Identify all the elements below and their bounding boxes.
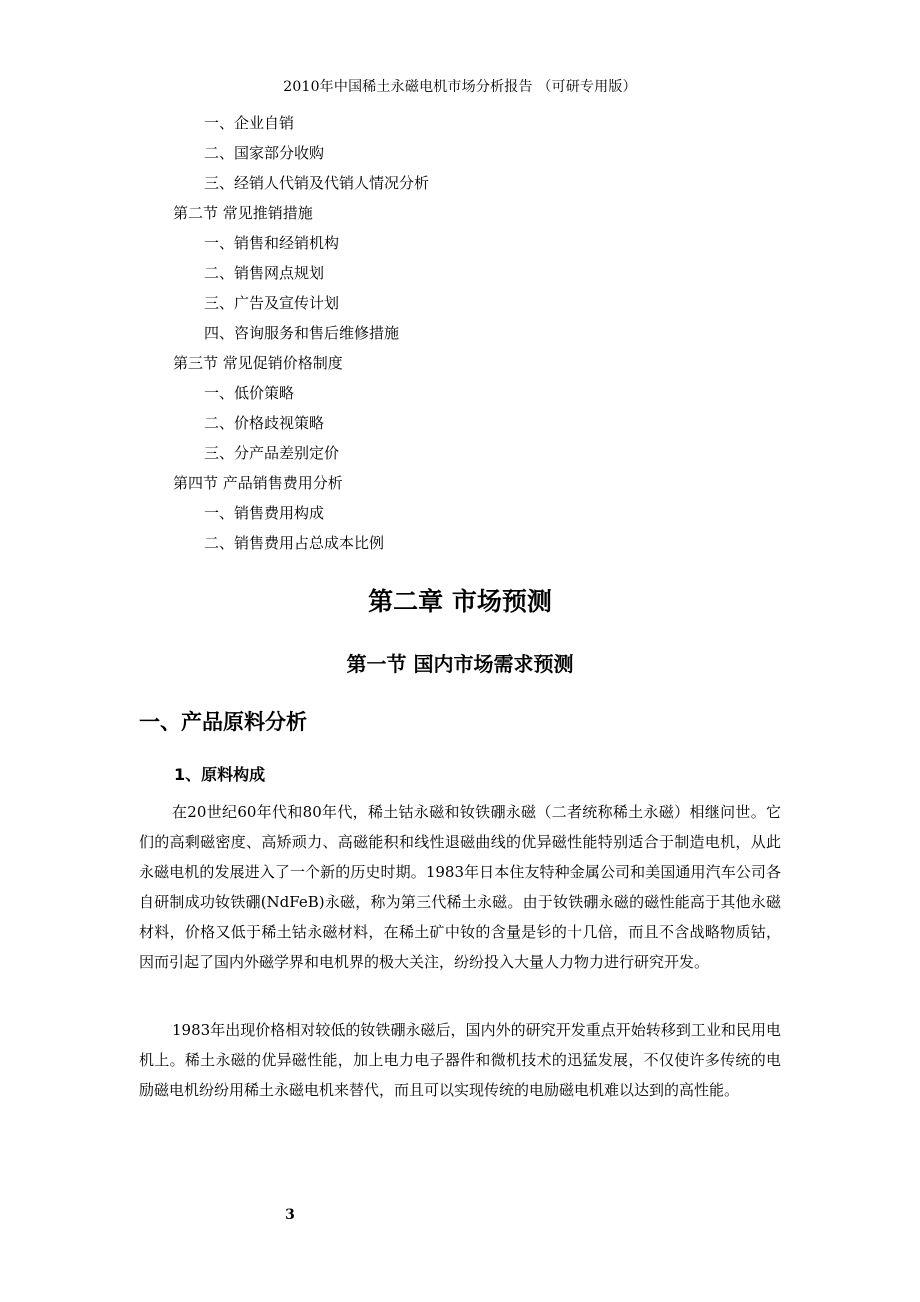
- toc-item: 二、价格歧视策略: [204, 414, 325, 432]
- toc-item: 二、销售费用占总成本比例: [204, 534, 385, 552]
- chapter-title: 第二章 市场预测: [368, 587, 552, 616]
- body-paragraph: 1983年出现价格相对较低的钕铁硼永磁后，国内外的研究开发重点开始转移到工业和民用电机上。稀土永磁的优异磁性能，加上电力电子器件和微机技术的迅猛发展，不仅使许多传统的电励磁电机纷纷用稀土永磁电机来替代，而且可以实现传统的电励磁电机难以达到的高性能。: [139, 1021, 781, 1099]
- body-paragraph: 在20世纪60年代和80年代，稀土钴永磁和钕铁硼永磁（二者统称稀土永磁）相继问世。它们的高剩磁密度、高矫顽力、高磁能积和线性退磁曲线的优异磁性能特别适合于制造电机，从此永磁电机的发展进入了一个新的历史时期。1983年日本住友特种金属公司和美国通用汽车公司各自研制成功钕铁硼(NdFeB)永磁，称为第三代稀土永磁。由于钕铁硼永磁的磁性能高于其他永磁材料，价格又低于稀土钴永磁材料，在稀土矿中钕的含量是钐的十几倍，而且不含战略物质钴，因而引起了国内外磁学界和电机界的极大关注，纷纷投入大量人力物力进行研究开发。: [139, 803, 781, 971]
- section-title: 第一节 国内市场需求预测: [346, 652, 574, 676]
- heading-level-1: 一、产品原料分析: [139, 710, 307, 734]
- toc-item: 二、销售网点规划: [204, 264, 325, 282]
- toc-item: 四、咨询服务和售后维修措施: [204, 324, 400, 342]
- toc-item: 一、企业自销: [204, 114, 295, 132]
- toc-section: 第二节 常见推销措施: [173, 204, 313, 222]
- toc-item: 二、国家部分收购: [204, 144, 325, 162]
- page-number: 3: [285, 1207, 295, 1223]
- toc-item: 三、分产品差别定价: [204, 444, 340, 462]
- toc-section: 第三节 常见促销价格制度: [173, 354, 343, 372]
- toc-item: 三、广告及宣传计划: [204, 294, 340, 312]
- toc-item: 一、销售和经销机构: [204, 234, 340, 252]
- toc-item: 一、销售费用构成: [204, 504, 325, 522]
- toc-item: 一、低价策略: [204, 384, 295, 402]
- toc-section: 第四节 产品销售费用分析: [173, 474, 343, 492]
- running-header: 2010年中国稀土永磁电机市场分析报告 （可研专用版）: [283, 79, 637, 95]
- toc-item: 三、经销人代销及代销人情况分析: [204, 174, 430, 192]
- heading-level-2: 1、原料构成: [174, 765, 266, 784]
